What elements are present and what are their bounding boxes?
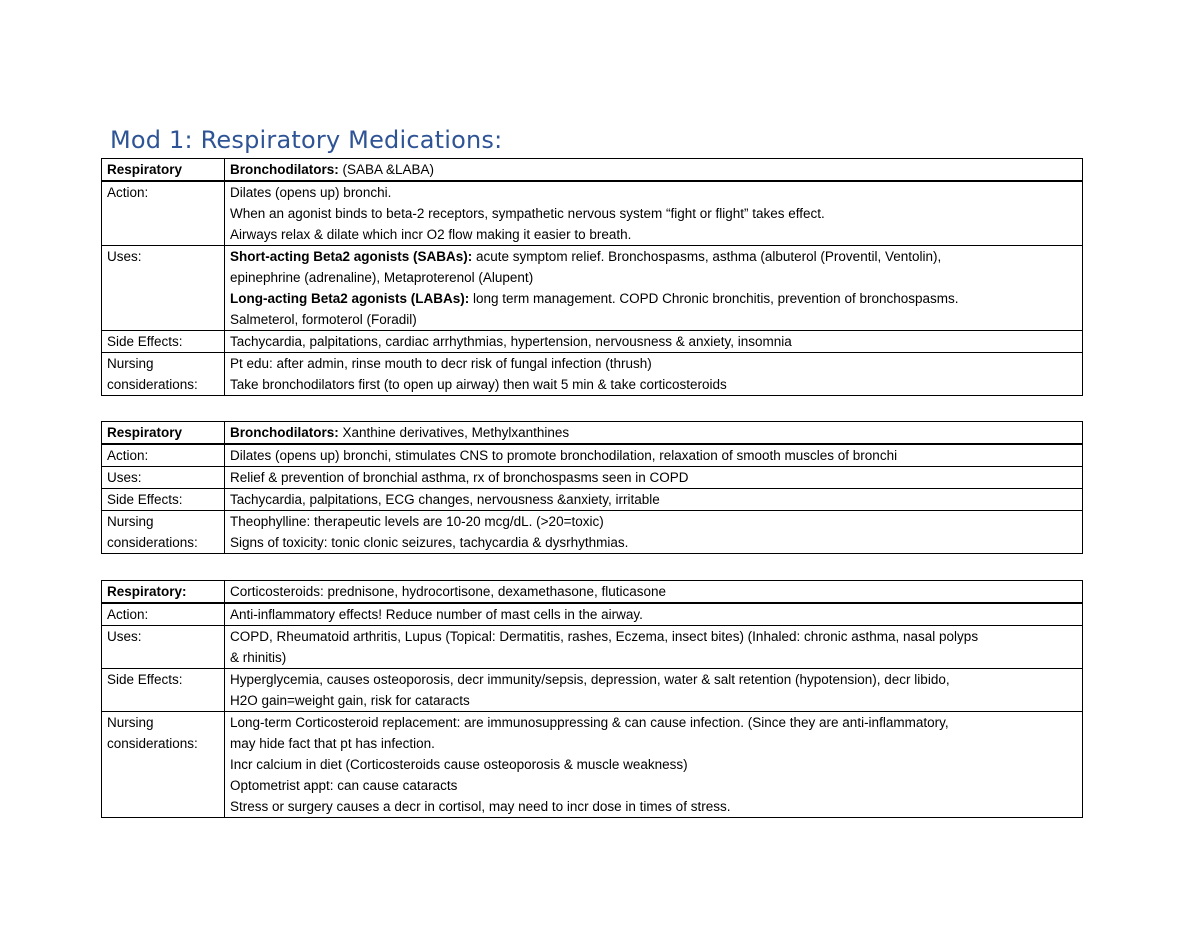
nursing-label-line: considerations: <box>107 535 198 550</box>
table-header-row <box>102 581 1083 604</box>
uses-row <box>102 467 1083 489</box>
uses-line: COPD, Rheumatoid arthritis, Lupus (Topical: Dermatitis, rashes, Eczema, insect bites) (Inhaled: chronic asthma, nasal polyps <box>230 629 979 644</box>
uses-line: Relief & prevention of bronchial asthma, rx of bronchospasms seen in COPD <box>230 470 689 485</box>
laba-text: long term management. COPD Chronic bronchitis, prevention of bronchospasms. <box>469 291 959 306</box>
laba-heading: Long-acting Beta2 agonists (LABAs): <box>230 291 470 306</box>
uses-line: epinephrine (adrenaline), Metaproterenol (Alupent) <box>230 270 534 285</box>
side-effects-cell <box>225 489 1083 511</box>
nursing-line: Long-term Corticosteroid replacement: are immunosuppressing & can cause infection. (Since they are anti-inflammatory, <box>230 715 949 730</box>
row-label-respiratory: Respiratory <box>102 159 225 182</box>
table-header-row <box>102 422 1083 445</box>
saba-text: acute symptom relief. Bronchospasms, asthma (albuterol (Proventil, Ventolin), <box>472 249 942 264</box>
nursing-cell <box>225 353 1083 396</box>
nursing-label-line: Nursing <box>107 356 154 371</box>
table-header-row <box>102 159 1083 182</box>
side-effects-line: Hyperglycemia, causes osteoporosis, decr immunity/sepsis, depression, water & salt retention (hypotension), decr libido, <box>230 672 950 687</box>
uses-line <box>230 288 1078 309</box>
nursing-line: Take bronchodilators first (to open up airway) then wait 5 min & take corticosteroids <box>230 377 727 392</box>
side-effects-row <box>102 489 1083 511</box>
nursing-label-line: Nursing <box>107 514 154 529</box>
drug-class-name: Bronchodilators: <box>230 162 339 177</box>
nursing-row <box>102 712 1083 818</box>
nursing-row <box>102 353 1083 396</box>
nursing-label-line: Nursing <box>107 715 154 730</box>
row-label-action: Action: <box>102 603 225 626</box>
uses-cell <box>225 467 1083 489</box>
xanthine-table <box>101 421 1083 554</box>
uses-line: & rhinitis) <box>230 650 287 665</box>
row-label-nursing <box>102 511 225 554</box>
action-line: Dilates (opens up) bronchi, stimulates CNS to promote bronchodilation, relaxation of smooth muscles of bronchi <box>230 448 898 463</box>
nursing-line: Signs of toxicity: tonic clonic seizures, tachycardia & dysrhythmias. <box>230 535 629 550</box>
row-label-uses: Uses: <box>102 467 225 489</box>
side-effects-cell <box>225 331 1083 353</box>
uses-cell <box>225 626 1083 669</box>
row-label-action: Action: <box>102 444 225 467</box>
row-label-side-effects: Side Effects: <box>102 489 225 511</box>
row-label-action: Action: <box>102 181 225 246</box>
drug-class-detail: (SABA &LABA) <box>338 162 435 177</box>
row-label-respiratory: Respiratory <box>102 422 225 445</box>
uses-row <box>102 246 1083 331</box>
nursing-line: Optometrist appt: can cause cataracts <box>230 778 458 793</box>
nursing-line: Pt edu: after admin, rinse mouth to decr risk of fungal infection (thrush) <box>230 356 652 371</box>
saba-laba-table <box>101 158 1083 396</box>
action-row <box>102 603 1083 626</box>
side-effects-line: Tachycardia, palpitations, ECG changes, nervousness &anxiety, irritable <box>230 492 660 507</box>
page-title: Mod 1: Respiratory Medications: <box>110 126 503 154</box>
uses-row <box>102 626 1083 669</box>
row-label-uses: Uses: <box>102 246 225 331</box>
nursing-label-line: considerations: <box>107 377 198 392</box>
saba-heading: Short-acting Beta2 agonists (SABAs): <box>230 249 473 264</box>
drug-class-cell <box>225 159 1083 182</box>
corticosteroids-table <box>101 580 1083 818</box>
side-effects-row <box>102 331 1083 353</box>
nursing-line: may hide fact that pt has infection. <box>230 736 435 751</box>
nursing-line: Incr calcium in diet (Corticosteroids cause osteoporosis & muscle weakness) <box>230 757 688 772</box>
row-label-nursing <box>102 353 225 396</box>
nursing-cell <box>225 511 1083 554</box>
drug-class-cell <box>225 422 1083 445</box>
row-label-uses: Uses: <box>102 626 225 669</box>
drug-class-detail: Xanthine derivatives, Methylxanthines <box>338 425 570 440</box>
uses-line: Salmeterol, formoterol (Foradil) <box>230 312 417 327</box>
side-effects-row <box>102 669 1083 712</box>
nursing-line: Stress or surgery causes a decr in cortisol, may need to incr dose in times of stress. <box>230 799 731 814</box>
nursing-line: Theophylline: therapeutic levels are 10-20 mcg/dL. (>20=toxic) <box>230 514 604 529</box>
drug-class-name: Bronchodilators: <box>230 425 339 440</box>
action-cell <box>225 181 1083 246</box>
uses-line <box>230 246 1078 267</box>
action-cell <box>225 603 1083 626</box>
side-effects-line: Tachycardia, palpitations, cardiac arrhythmias, hypertension, nervousness & anxiety, insomnia <box>230 334 792 349</box>
uses-cell <box>225 246 1083 331</box>
nursing-row <box>102 511 1083 554</box>
action-line: Anti-inflammatory effects! Reduce number of mast cells in the airway. <box>230 607 643 622</box>
row-label-side-effects: Side Effects: <box>102 669 225 712</box>
action-row <box>102 444 1083 467</box>
row-label-respiratory: Respiratory: <box>102 581 225 604</box>
row-label-nursing <box>102 712 225 818</box>
action-line: Airways relax & dilate which incr O2 flow making it easier to breath. <box>230 227 632 242</box>
action-row <box>102 181 1083 246</box>
side-effects-line: H2O gain=weight gain, risk for cataracts <box>230 693 470 708</box>
action-line: Dilates (opens up) bronchi. <box>230 185 392 200</box>
nursing-label-line: considerations: <box>107 736 198 751</box>
action-line: When an agonist binds to beta-2 receptors, sympathetic nervous system “fight or flight” takes effect. <box>230 206 825 221</box>
drug-class-cell: Corticosteroids: prednisone, hydrocortisone, dexamethasone, fluticasone <box>225 581 1083 604</box>
row-label-side-effects: Side Effects: <box>102 331 225 353</box>
side-effects-cell <box>225 669 1083 712</box>
nursing-cell <box>225 712 1083 818</box>
action-cell <box>225 444 1083 467</box>
